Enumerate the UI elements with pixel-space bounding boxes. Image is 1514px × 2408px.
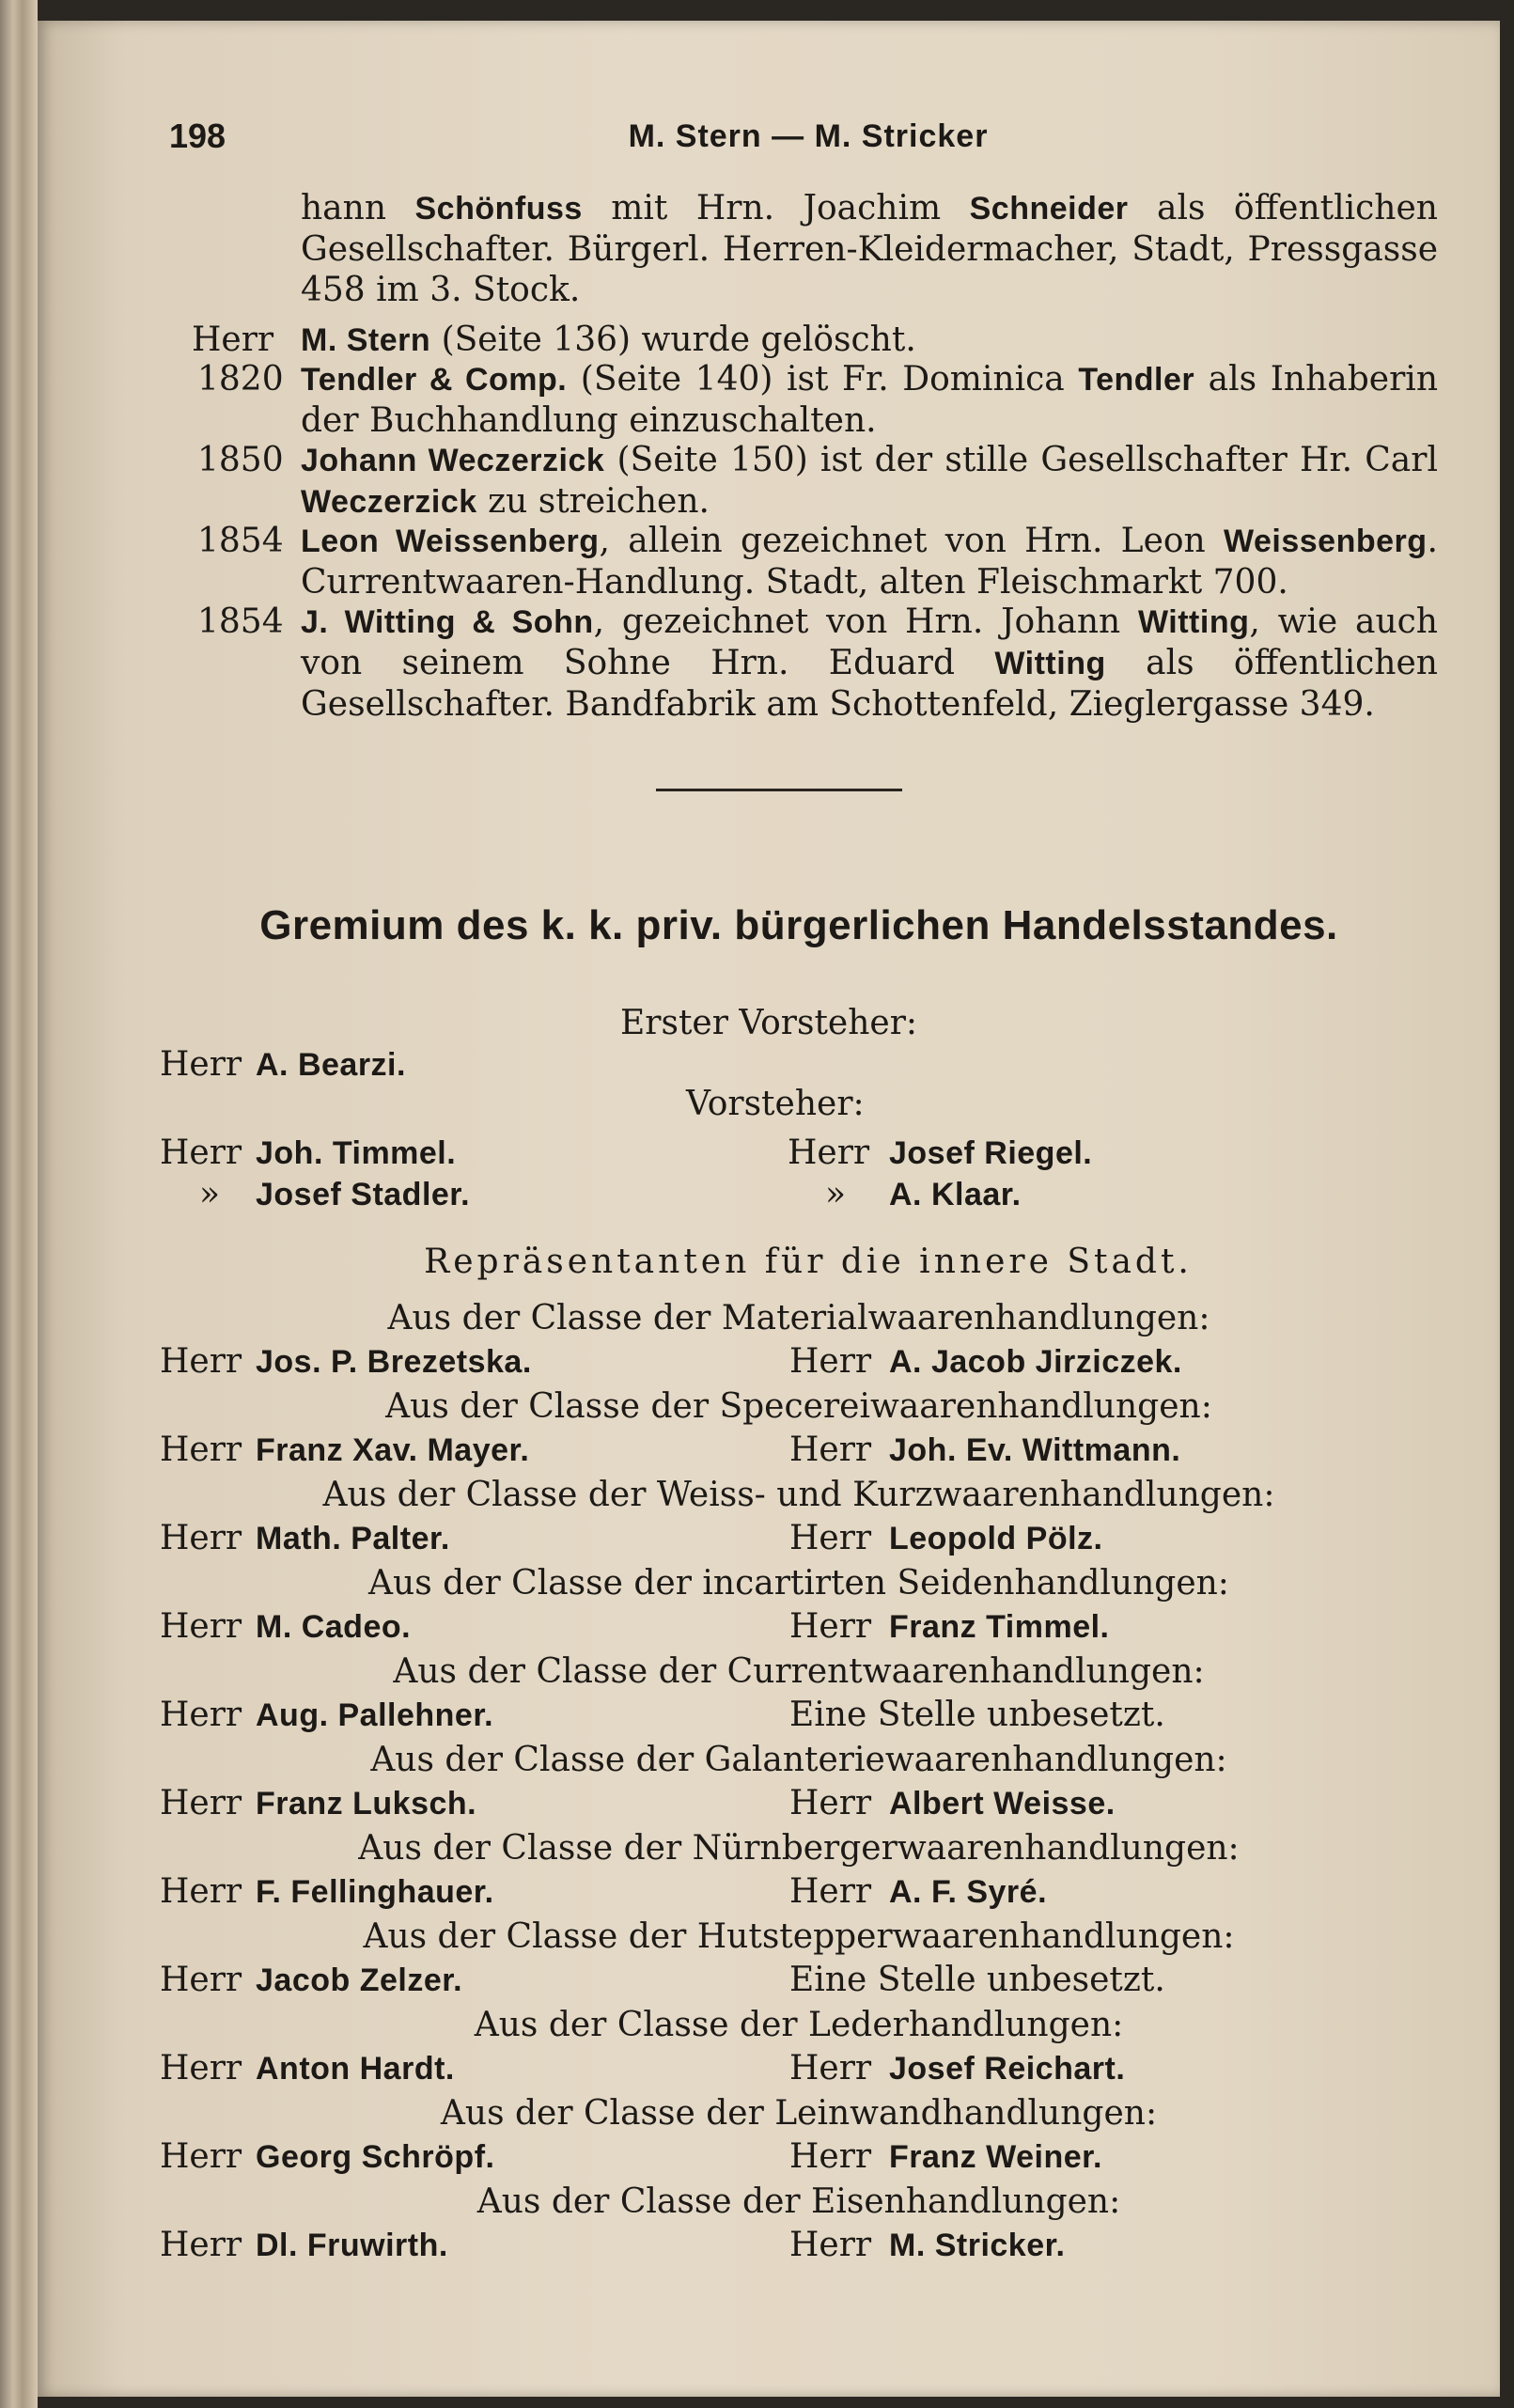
entry-text: [301, 188, 1438, 310]
first-director-name: A. Bearzi.: [256, 1047, 406, 1083]
class-heading: Aus der Classe der Currentwaarenhandlungen:: [393, 1652, 1205, 1691]
director-row-2-right-name: A. Klaar.: [889, 1177, 1022, 1212]
entry-name-bold: Tendler: [1078, 362, 1195, 398]
class-left-prefix: Herr: [160, 1431, 242, 1469]
class-heading: Aus der Classe der incartirten Seidenhandlungen:: [368, 1564, 1229, 1603]
entry-text: [301, 359, 1438, 441]
class-right-name: Albert Weisse.: [889, 1786, 1116, 1822]
representatives-heading: Repräsentanten für die innere Stadt.: [424, 1243, 1193, 1281]
entry-text-run: , allein gezeichnet von Hrn. Leon: [599, 522, 1225, 560]
class-right-prefix: Herr: [789, 1872, 872, 1911]
entry-name-bold: Schneider: [969, 191, 1129, 227]
entry-name-bold: M. Stern: [301, 322, 431, 358]
book-spine-edge: [0, 0, 38, 2408]
class-right-name: A. Jacob Jirziczek.: [889, 1344, 1182, 1380]
class-heading: Aus der Classe der Weiss- und Kurzwaarenhandlungen:: [322, 1476, 1275, 1514]
entry-name-bold: J. Witting & Sohn: [301, 604, 594, 640]
class-heading: Aus der Classe der Hutstepperwaarenhandlungen:: [363, 1917, 1235, 1956]
entry-text-run: als Inhaberin der Buchhandlung einzuschalten.: [301, 360, 1439, 440]
first-director-heading: Erster Vorsteher:: [620, 1004, 918, 1042]
class-left-name: Franz Xav. Mayer.: [256, 1432, 530, 1468]
entry-name-bold: Weczerzick: [301, 484, 477, 520]
class-left-prefix: Herr: [160, 1872, 242, 1911]
class-right-name: Leopold Pölz.: [889, 1521, 1103, 1556]
class-right-prefix: Herr: [789, 2226, 872, 2264]
entry-name-bold: Weissenberg: [1224, 524, 1428, 559]
entry-year: 1854: [197, 522, 284, 560]
entry-text-run: (Seite 150) ist der stille Gesellschafter Hr. Carl: [604, 441, 1438, 479]
entry-year: 1820: [197, 360, 284, 399]
entry-name-bold: Witting: [994, 646, 1106, 681]
director-row-2-left-name: Josef Stadler.: [256, 1177, 471, 1212]
entry-text-run: als öffentlichen Gesellschafter. Bürgerl. Herren-Kleidermacher, Stadt, Pressgasse 458 im 3. Stock.: [301, 189, 1438, 309]
entry-text-run: mit Hrn. Joachim: [582, 189, 970, 227]
class-right-prefix: Herr: [789, 2137, 872, 2176]
entry-text-run: , gezeichnet von Hrn. Johann: [593, 602, 1138, 641]
class-left-prefix: Herr: [160, 1519, 242, 1557]
class-left-name: Aug. Pallehner.: [256, 1697, 494, 1733]
class-left-prefix: Herr: [160, 1607, 242, 1646]
class-right-prefix: Herr: [789, 1607, 872, 1646]
director-row-1-left-name: Joh. Timmel.: [256, 1135, 457, 1171]
entry-text-run: (Seite 136) wurde gelöscht.: [430, 321, 916, 359]
entry-name-bold: Witting: [1137, 604, 1250, 640]
class-left-prefix: Herr: [160, 1696, 242, 1734]
class-heading: Aus der Classe der Materialwaarenhandlungen:: [387, 1299, 1210, 1337]
class-left-prefix: Herr: [160, 2226, 242, 2264]
director-row-1-right-prefix: Herr: [788, 1134, 870, 1172]
class-heading: Aus der Classe der Nürnbergerwaarenhandlungen:: [358, 1829, 1240, 1868]
class-left-prefix: Herr: [160, 2137, 242, 2176]
class-left-prefix: Herr: [160, 1784, 242, 1822]
class-left-name: M. Cadeo.: [256, 1609, 412, 1645]
entry-name-bold: Leon Weissenberg: [301, 524, 600, 559]
entry-text: [301, 521, 1438, 602]
entry-text-run: hann: [301, 189, 415, 227]
entry-name-bold: Tendler & Comp.: [301, 362, 568, 398]
class-right-name: Franz Weiner.: [889, 2139, 1102, 2175]
entry-year: 1850: [197, 441, 284, 479]
class-right-vacancy: Eine Stelle unbesetzt.: [789, 1961, 1165, 1999]
entry-text-run: . Currentwaaren-Handlung. Stadt, alten Fleischmarkt 700.: [301, 522, 1438, 602]
class-left-name: Math. Palter.: [256, 1521, 450, 1556]
entry-year: Herr: [192, 321, 274, 359]
class-heading: Aus der Classe der Lederhandlungen:: [474, 2006, 1124, 2044]
class-right-name: Josef Reichart.: [889, 2051, 1126, 2087]
director-row-2-left-prefix: »: [199, 1175, 221, 1213]
class-left-name: Georg Schröpf.: [256, 2139, 495, 2175]
class-heading: Aus der Classe der Galanteriewaarenhandlungen:: [370, 1741, 1227, 1779]
class-left-name: Jos. P. Brezetska.: [256, 1344, 532, 1380]
entry-text: [301, 440, 1438, 523]
entry-text-run: zu streichen.: [476, 482, 710, 521]
class-heading: Aus der Classe der Eisenhandlungen:: [476, 2182, 1121, 2221]
directors-heading: Vorsteher:: [686, 1085, 865, 1123]
first-director-prefix: Herr: [160, 1045, 242, 1084]
class-left-name: Jacob Zelzer.: [256, 1962, 463, 1998]
class-right-name: A. F. Syré.: [889, 1874, 1048, 1910]
running-title: M. Stern — M. Stricker: [628, 118, 989, 154]
class-right-name: M. Stricker.: [889, 2228, 1066, 2263]
director-row-1-right-name: Josef Riegel.: [889, 1135, 1093, 1171]
page-number: 198: [169, 117, 226, 155]
entry-text-run: als öffentlichen Gesellschafter. Bandfabrik am Schottenfeld, Zieglergasse 349.: [301, 644, 1438, 724]
class-right-prefix: Herr: [789, 1342, 872, 1381]
entry-name-bold: Schönfuss: [414, 191, 583, 227]
book-page: [38, 21, 1500, 2397]
class-right-vacancy: Eine Stelle unbesetzt.: [789, 1696, 1165, 1734]
entry-text-run: (Seite 140) ist Fr. Dominica: [567, 360, 1079, 399]
class-left-prefix: Herr: [160, 1342, 242, 1381]
class-heading: Aus der Classe der Leinwandhandlungen:: [440, 2094, 1158, 2133]
section-title: Gremium des k. k. priv. bürgerlichen Handelsstandes.: [259, 902, 1338, 948]
entry-text-run: , wie auch von seinem Sohne Hrn. Eduard: [301, 602, 1438, 682]
entry-text: [301, 602, 1438, 725]
class-left-name: Franz Luksch.: [256, 1786, 477, 1822]
class-heading: Aus der Classe der Specereiwaarenhandlungen:: [385, 1387, 1212, 1426]
entry-name-bold: Johann Weczerzick: [301, 443, 605, 478]
class-left-prefix: Herr: [160, 1961, 242, 1999]
class-right-prefix: Herr: [789, 1431, 872, 1469]
class-left-prefix: Herr: [160, 2049, 242, 2087]
class-right-prefix: Herr: [789, 1519, 872, 1557]
director-row-2-right-prefix: »: [825, 1175, 847, 1213]
class-left-name: Dl. Fruwirth.: [256, 2228, 448, 2263]
section-divider: [656, 789, 902, 791]
class-right-prefix: Herr: [789, 2049, 872, 2087]
class-right-name: Joh. Ev. Wittmann.: [889, 1432, 1181, 1468]
class-left-name: F. Fellinghauer.: [256, 1874, 494, 1910]
entry-text: [301, 320, 1438, 361]
class-right-name: Franz Timmel.: [889, 1609, 1110, 1645]
class-right-prefix: Herr: [789, 1784, 872, 1822]
entry-year: 1854: [197, 602, 284, 641]
director-row-1-left-prefix: Herr: [160, 1134, 242, 1172]
class-left-name: Anton Hardt.: [256, 2051, 455, 2087]
